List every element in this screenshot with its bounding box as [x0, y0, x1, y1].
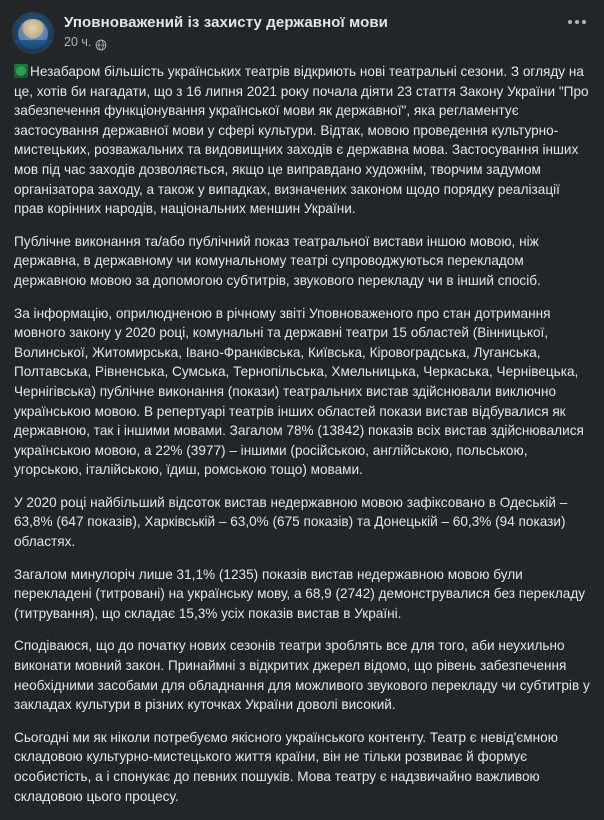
post-paragraph: Загалом минулоріч лише 31,1% (1235) показів вистав недержавною мовою були перекладені (титровані) на українську мову, а 68,9 (2742) демонструвалися без перекладу (титрування), що складає 15,3% усіх показів вистав в Україні. — [14, 566, 586, 621]
post-paragraph: У 2020 році найбільший відсоток вистав недержавною мовою зафіксовано в Одеській – 63,8% (647 показів), Харківській – 63,0% (675 показів) та Донецькій – 60,3% (94 покази) областях. — [14, 494, 568, 550]
post-paragraph-text: Незабаром більшість українських театрів відкриють нові театральні сезони. З огляду на це, хотів би нагадати, що з 16 липня 2021 року почала діяти 23 стаття Закону України "Про забезпечення функціонування української мови як державної", яка регламентує застосування державної мови у сфері культури. Відтак, мовою проведення культурно-мистецьких, розважальних та видовищних заходів є державна мова. Застосування інших мов під час заходів дозволяється, якщо це виправдано художнім, творчим задумом організатора заходу, а також у випадках, визначених законом щодо порядку реалізації прав корінних народів, національних меншин України. — [14, 64, 589, 217]
post-timestamp[interactable]: 20 ч. — [64, 35, 92, 49]
post-header — [0, 0, 604, 60]
post-paragraph: За інформацію, оприлюдненою в річному звіті Уповноваженого про стан дотримання мовного закону у 2020 році, комунальні та державні театри 15 областей (Вінницької, Волинської, Житомирська, Івано-Франківська, Київська, Кіровоградська, Луганська, Полтавська, Рівненська, Сумська, Тернопільська, Хмельницька, Черкаська, Чернівецька, Чернігівська) публічне виконання (покази) театральних вистав здійснювали виключно українською мовою. В репертуарі театрів інших областей покази вистав відбувалися як державною, так і іншими мовами. Загалом 78% (13842) показів всіх вистав здійснювалися українською мовою, а 22% (3977) – іншими (російською, англійською, польською, угорською, італійською, їдиш, ромською тощо) мовами. — [14, 305, 584, 478]
page-avatar[interactable] — [12, 12, 54, 54]
globe-icon — [95, 38, 107, 50]
post-meta — [64, 35, 388, 50]
dot — [568, 20, 572, 24]
dot — [575, 20, 579, 24]
avatar-band — [13, 40, 53, 50]
dot — [582, 20, 586, 24]
post-paragraph — [14, 62, 590, 219]
post-paragraph: Сподіваюся, що до початку нових сезонів театри зроблять все для того, аби неухильно виконати мовний закон. Принаймні з відкритих джерел відомо, що рівень забезпечення необхідними засобами для обладнання для можливого звукового перекладу чи субтитрів у закладах культури в різних куточках України доволі високий. — [14, 638, 590, 713]
post-paragraph: Публічне виконання та/або публічний показ театральної вистави іншою мовою, ніж державна, в державному чи комунальному театрі супроводжуються перекладом державною мовою за допомогою субтитрів, звукового перекладу чи в інший спосіб. — [14, 233, 541, 288]
more-options-icon[interactable] — [564, 16, 590, 28]
post-header-text — [64, 12, 388, 50]
page-name[interactable]: Уповноважений із захисту державної мови — [64, 14, 388, 31]
green-square-icon — [14, 64, 28, 78]
post-paragraph: Сьогодні ми як ніколи потребуємо якісного українського контенту. Театр є невід'ємною складовою культурно-мистецького життя країни, він не тільки розвиває й формує особистість, а і спонукає до певних пошуків. Мова театру є надзвичайно важливою складовою цього процесу. — [14, 729, 558, 804]
post-body — [0, 60, 604, 820]
